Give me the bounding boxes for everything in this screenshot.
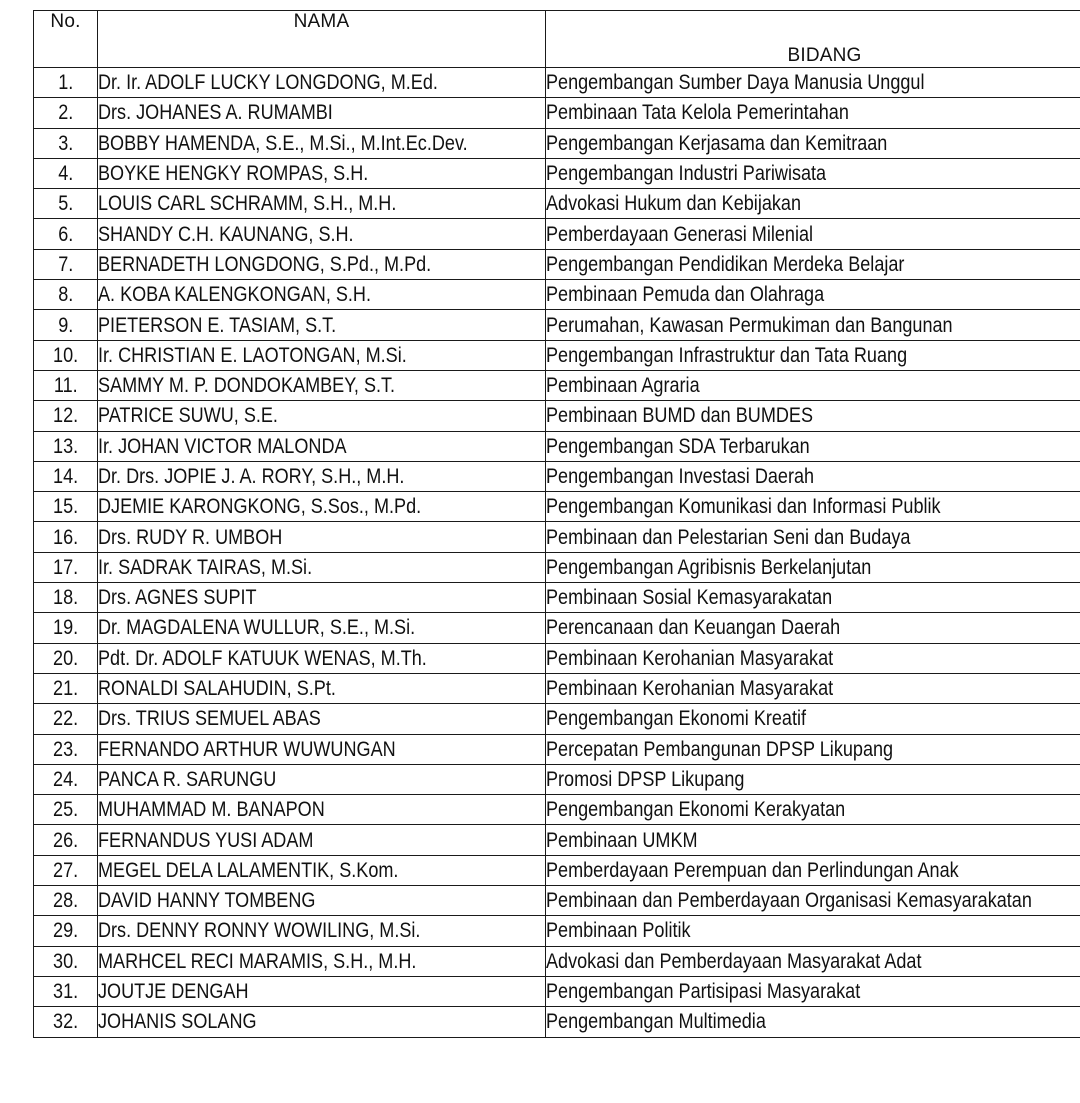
row-number-cell: [34, 461, 98, 491]
row-bidang-cell: [546, 98, 1080, 128]
row-bidang: Pengembangan Ekonomi Kerakyatan: [546, 798, 846, 822]
row-number: 32.: [52, 1010, 79, 1034]
row-number-cell: [34, 764, 98, 794]
row-bidang-cell: [546, 855, 1080, 885]
row-number-cell: [34, 68, 98, 98]
row-nama: JOHANIS SOLANG: [98, 1010, 257, 1034]
row-bidang-cell: [546, 552, 1080, 582]
row-nama: RONALDI SALAHUDIN, S.Pt.: [98, 677, 336, 701]
row-number-cell: [34, 946, 98, 976]
row-number: 18.: [52, 586, 79, 610]
row-nama-cell: [98, 673, 546, 703]
row-number: 15.: [52, 495, 79, 519]
row-bidang: Pembinaan UMKM: [546, 828, 698, 852]
table-row: [34, 219, 1080, 249]
row-number-cell: [34, 492, 98, 522]
row-number-cell: [34, 158, 98, 188]
row-nama-cell: [98, 855, 546, 885]
row-bidang: Pengembangan Partisipasi Masyarakat: [546, 980, 861, 1004]
row-nama: A. KOBA KALENGKONGAN, S.H.: [98, 283, 371, 307]
header-row: [34, 11, 1080, 68]
row-number-cell: [34, 219, 98, 249]
table-row: [34, 976, 1080, 1006]
row-nama: Pdt. Dr. ADOLF KATUUK WENAS, M.Th.: [98, 646, 427, 670]
row-bidang-cell: [546, 734, 1080, 764]
row-bidang-cell: [546, 492, 1080, 522]
row-nama: Drs. DENNY RONNY WOWILING, M.Si.: [98, 919, 421, 943]
row-number-cell: [34, 249, 98, 279]
row-number: 14.: [52, 465, 79, 488]
row-number: 5.: [57, 192, 74, 216]
table-row: [34, 68, 1080, 98]
row-number-cell: [34, 340, 98, 370]
row-nama-cell: [98, 825, 546, 855]
row-bidang: Pemberdayaan Perempuan dan Perlindungan Anak: [546, 858, 959, 882]
row-bidang: Pengembangan SDA Terbarukan: [546, 434, 810, 458]
row-number-cell: [34, 583, 98, 613]
row-nama: PANCA R. SARUNGU: [98, 767, 277, 791]
row-bidang: Pembinaan Pemuda dan Olahraga: [546, 283, 825, 307]
row-bidang: Pembinaan dan Pemberdayaan Organisasi Kemasyarakatan: [546, 889, 1032, 913]
row-nama-cell: [98, 340, 546, 370]
row-nama: DJEMIE KARONGKONG, S.Sos., M.Pd.: [98, 495, 422, 519]
row-nama-cell: [98, 734, 546, 764]
row-bidang: Pengembangan Infrastruktur dan Tata Ruang: [546, 343, 908, 367]
row-number: 11.: [53, 374, 78, 398]
row-nama: BOYKE HENGKY ROMPAS, S.H.: [98, 162, 369, 186]
row-bidang-cell: [546, 461, 1080, 491]
row-number: 22.: [52, 707, 79, 731]
row-bidang: Pengembangan Industri Pariwisata: [546, 162, 827, 186]
row-nama-cell: [98, 552, 546, 582]
row-bidang: Pengembangan Sumber Daya Manusia Unggul: [546, 71, 925, 95]
table-row: [34, 552, 1080, 582]
row-nama-cell: [98, 492, 546, 522]
row-number: 13.: [52, 434, 79, 458]
row-bidang-cell: [546, 916, 1080, 946]
row-number-cell: [34, 431, 98, 461]
row-number-cell: [34, 189, 98, 219]
row-bidang: Pembinaan Politik: [546, 919, 691, 943]
table-row: [34, 522, 1080, 552]
row-nama-cell: [98, 401, 546, 431]
row-number: 6.: [57, 222, 74, 246]
table-row: [34, 98, 1080, 128]
row-number: 24.: [52, 767, 79, 791]
row-nama: PIETERSON E. TASIAM, S.T.: [98, 313, 337, 337]
row-nama-cell: [98, 1007, 546, 1037]
row-number: 31.: [52, 980, 79, 1004]
row-number: 3.: [57, 131, 74, 155]
row-number: 1.: [57, 71, 74, 95]
row-bidang: Pembinaan Agraria: [546, 374, 700, 398]
row-number: 28.: [52, 889, 79, 913]
row-nama-cell: [98, 431, 546, 461]
row-nama: MEGEL DELA LALAMENTIK, S.Kom.: [98, 858, 399, 882]
table-row: [34, 280, 1080, 310]
row-bidang-cell: [546, 613, 1080, 643]
row-number-cell: [34, 370, 98, 400]
row-bidang: Perumahan, Kawasan Permukiman dan Bangunan: [546, 313, 953, 337]
row-bidang: Pengembangan Pendidikan Merdeka Belajar: [546, 252, 905, 276]
row-number: 29.: [52, 919, 79, 943]
row-nama-cell: [98, 98, 546, 128]
row-bidang-cell: [546, 340, 1080, 370]
roster-table: [33, 10, 1080, 1038]
row-nama-cell: [98, 461, 546, 491]
row-bidang-cell: [546, 1007, 1080, 1037]
row-number: 21.: [52, 677, 79, 701]
row-bidang-cell: [546, 431, 1080, 461]
row-bidang: Pengembangan Ekonomi Kreatif: [546, 707, 807, 731]
header-no: No.: [34, 11, 98, 68]
row-nama-cell: [98, 189, 546, 219]
row-bidang: Pengembangan Kerjasama dan Kemitraan: [546, 131, 888, 155]
table-row: [34, 643, 1080, 673]
row-nama-cell: [98, 643, 546, 673]
row-bidang-cell: [546, 249, 1080, 279]
row-nama: Drs. JOHANES A. RUMAMBI: [98, 101, 333, 125]
table-body: [34, 68, 1080, 1038]
row-nama: LOUIS CARL SCHRAMM, S.H., M.H.: [98, 192, 397, 216]
row-nama-cell: [98, 158, 546, 188]
row-nama: Drs. AGNES SUPIT: [98, 586, 257, 610]
row-number-cell: [34, 613, 98, 643]
row-bidang-cell: [546, 310, 1080, 340]
row-bidang-cell: [546, 583, 1080, 613]
row-nama-cell: [98, 946, 546, 976]
row-bidang-cell: [546, 370, 1080, 400]
row-number: 10.: [52, 343, 79, 367]
row-number-cell: [34, 401, 98, 431]
header-nama: NAMA: [98, 11, 546, 68]
table-row: [34, 734, 1080, 764]
row-number: 19.: [52, 616, 79, 640]
row-bidang: Pengembangan Agribisnis Berkelanjutan: [546, 555, 872, 579]
row-nama: Dr. Drs. JOPIE J. A. RORY, S.H., M.H.: [98, 465, 405, 488]
row-bidang-cell: [546, 189, 1080, 219]
row-nama-cell: [98, 219, 546, 249]
row-bidang-cell: [546, 704, 1080, 734]
row-number-cell: [34, 916, 98, 946]
table-row: [34, 855, 1080, 885]
row-number-cell: [34, 976, 98, 1006]
row-bidang-cell: [546, 825, 1080, 855]
row-bidang: Pengembangan Komunikasi dan Informasi Publik: [546, 495, 941, 519]
row-bidang-cell: [546, 673, 1080, 703]
row-nama-cell: [98, 976, 546, 1006]
table-row: [34, 613, 1080, 643]
table-row: [34, 158, 1080, 188]
row-nama-cell: [98, 583, 546, 613]
row-bidang-cell: [546, 68, 1080, 98]
row-nama: Dr. MAGDALENA WULLUR, S.E., M.Si.: [98, 616, 416, 640]
row-bidang: Pembinaan Kerohanian Masyarakat: [546, 646, 834, 670]
row-bidang: Pembinaan BUMD dan BUMDES: [546, 404, 814, 428]
row-number-cell: [34, 128, 98, 158]
row-nama: MARHCEL RECI MARAMIS, S.H., M.H.: [98, 949, 417, 973]
row-bidang-cell: [546, 946, 1080, 976]
row-bidang-cell: [546, 280, 1080, 310]
table-row: [34, 249, 1080, 279]
row-bidang: Pengembangan Multimedia: [546, 1010, 766, 1034]
row-number: 9.: [57, 313, 74, 337]
row-nama: DAVID HANNY TOMBENG: [98, 889, 316, 913]
table-row: [34, 795, 1080, 825]
row-nama: SAMMY M. P. DONDOKAMBEY, S.T.: [98, 374, 396, 398]
table-row: [34, 189, 1080, 219]
row-number-cell: [34, 522, 98, 552]
row-number-cell: [34, 795, 98, 825]
row-bidang-cell: [546, 522, 1080, 552]
row-number: 2.: [57, 101, 74, 125]
row-number-cell: [34, 673, 98, 703]
table-row: [34, 310, 1080, 340]
table-row: [34, 825, 1080, 855]
table-row: [34, 764, 1080, 794]
row-bidang-cell: [546, 128, 1080, 158]
row-bidang-cell: [546, 158, 1080, 188]
row-bidang-cell: [546, 643, 1080, 673]
table-row: [34, 401, 1080, 431]
row-bidang: Pembinaan Tata Kelola Pemerintahan: [546, 101, 849, 125]
header-bidang: BIDANG: [546, 11, 1080, 68]
row-bidang: Advokasi dan Pemberdayaan Masyarakat Adat: [546, 949, 922, 973]
row-bidang-cell: [546, 976, 1080, 1006]
table-row: [34, 916, 1080, 946]
row-bidang: Pemberdayaan Generasi Milenial: [546, 222, 814, 246]
row-bidang: Promosi DPSP Likupang: [546, 767, 745, 791]
row-number-cell: [34, 98, 98, 128]
row-nama: SHANDY C.H. KAUNANG, S.H.: [98, 222, 354, 246]
table-row: [34, 673, 1080, 703]
row-bidang: Pengembangan Investasi Daerah: [546, 465, 815, 488]
row-nama-cell: [98, 916, 546, 946]
row-nama: Ir. CHRISTIAN E. LAOTONGAN, M.Si.: [98, 343, 407, 367]
row-bidang: Advokasi Hukum dan Kebijakan: [546, 192, 802, 216]
row-bidang: Pembinaan Sosial Kemasyarakatan: [546, 586, 833, 610]
row-bidang: Percepatan Pembangunan DPSP Likupang: [546, 737, 894, 761]
row-nama: PATRICE SUWU, S.E.: [98, 404, 278, 428]
row-nama-cell: [98, 795, 546, 825]
row-number: 12.: [52, 404, 79, 428]
row-nama-cell: [98, 128, 546, 158]
row-nama-cell: [98, 68, 546, 98]
row-number: 30.: [52, 949, 79, 973]
row-number-cell: [34, 825, 98, 855]
row-nama-cell: [98, 704, 546, 734]
table-row: [34, 946, 1080, 976]
row-bidang-cell: [546, 764, 1080, 794]
row-number: 25.: [52, 798, 79, 822]
row-number-cell: [34, 643, 98, 673]
row-number-cell: [34, 1007, 98, 1037]
table-header: [34, 11, 1080, 68]
row-bidang: Pembinaan dan Pelestarian Seni dan Budaya: [546, 525, 911, 549]
row-nama: BERNADETH LONGDONG, S.Pd., M.Pd.: [98, 252, 432, 276]
row-nama: Dr. Ir. ADOLF LUCKY LONGDONG, M.Ed.: [98, 71, 438, 95]
row-nama-cell: [98, 310, 546, 340]
row-nama: Ir. JOHAN VICTOR MALONDA: [98, 434, 347, 458]
table-row: [34, 886, 1080, 916]
row-nama-cell: [98, 764, 546, 794]
row-number-cell: [34, 310, 98, 340]
row-nama: MUHAMMAD M. BANAPON: [98, 798, 325, 822]
row-number: 27.: [52, 858, 79, 882]
row-number: 17.: [52, 555, 79, 579]
row-number-cell: [34, 855, 98, 885]
row-number: 16.: [52, 525, 79, 549]
row-nama-cell: [98, 370, 546, 400]
row-bidang: Perencanaan dan Keuangan Daerah: [546, 616, 841, 640]
row-number-cell: [34, 734, 98, 764]
table-row: [34, 492, 1080, 522]
row-bidang-cell: [546, 401, 1080, 431]
row-number: 26.: [52, 828, 79, 852]
row-bidang: Pembinaan Kerohanian Masyarakat: [546, 677, 834, 701]
row-nama-cell: [98, 249, 546, 279]
row-bidang-cell: [546, 886, 1080, 916]
table-row: [34, 128, 1080, 158]
row-number: 8.: [57, 283, 74, 307]
row-nama: FERNANDO ARTHUR WUWUNGAN: [98, 737, 396, 761]
row-nama: FERNANDUS YUSI ADAM: [98, 828, 314, 852]
row-nama: JOUTJE DENGAH: [98, 980, 249, 1004]
row-number: 7.: [57, 252, 74, 276]
row-number: 20.: [52, 646, 79, 670]
row-nama: BOBBY HAMENDA, S.E., M.Si., M.Int.Ec.Dev.: [98, 131, 468, 155]
row-nama-cell: [98, 280, 546, 310]
table-row: [34, 370, 1080, 400]
row-nama: Drs. RUDY R. UMBOH: [98, 525, 283, 549]
table-row: [34, 583, 1080, 613]
row-nama: Ir. SADRAK TAIRAS, M.Si.: [98, 555, 313, 579]
row-nama-cell: [98, 886, 546, 916]
row-bidang-cell: [546, 795, 1080, 825]
table-row: [34, 340, 1080, 370]
row-number-cell: [34, 886, 98, 916]
row-nama-cell: [98, 613, 546, 643]
table-row: [34, 1007, 1080, 1037]
row-number-cell: [34, 704, 98, 734]
row-number-cell: [34, 280, 98, 310]
row-nama: Drs. TRIUS SEMUEL ABAS: [98, 707, 321, 731]
table-row: [34, 431, 1080, 461]
row-number: 23.: [52, 737, 79, 761]
row-number: 4.: [57, 162, 74, 186]
row-nama-cell: [98, 522, 546, 552]
table-row: [34, 704, 1080, 734]
row-number-cell: [34, 552, 98, 582]
row-bidang-cell: [546, 219, 1080, 249]
table-row: [34, 461, 1080, 491]
